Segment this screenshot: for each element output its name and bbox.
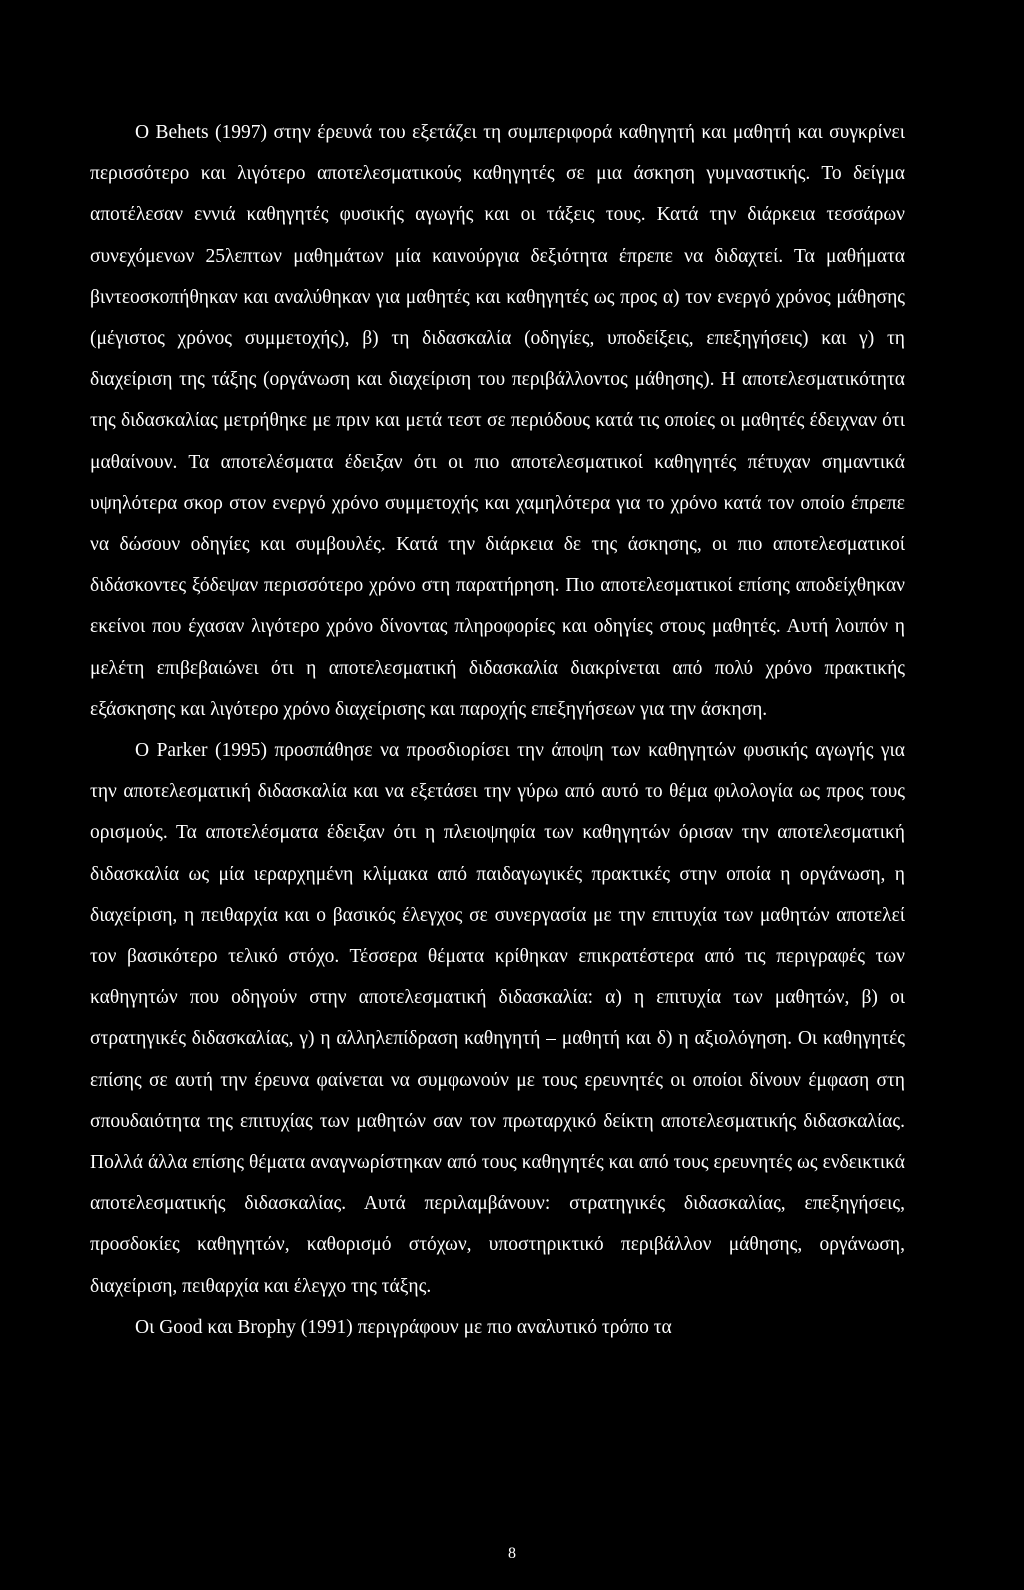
paragraph-good-brophy: Οι Good και Brophy (1991) περιγράφουν με πιο αναλυτικό τρόπο τα [135, 1316, 672, 1338]
paragraph-behets: Ο Behets (1997) στην έρευνά του εξετάζει τη συμπεριφορά καθηγητή και μαθητή και συγκρίνει περισσότερο και λιγότερο αποτελεσματικούς καθηγητές σε μια άσκηση γυμναστικής. Το δείγμα αποτέλεσαν εννιά καθηγητές φυσικής αγωγής και οι τάξεις τους. Κατά την διάρκεια τεσσάρων συνεχόμενων 25λεπτων μαθημάτων μία καινούργια δεξιότητα έπρεπε να διδαχτεί. Τα μαθήματα βιντεοσκοπήθηκαν και αναλύθηκαν για μαθητές και καθηγητές ως προς α) τον ενεργό χρόνος μάθησης (μέγιστος χρόνος συμμετοχής), β) τη διδασκαλία (οδηγίες, υποδείξεις, επεξηγήσεις) και γ) τη διαχείριση της τάξης (οργάνωση και διαχείριση του περιβάλλοντος μάθησης). Η αποτελεσματικότητα της διδασκαλίας μετρήθηκε με πριν και μετά τεστ σε περιόδους κατά τις οποίες οι μαθητές έδειχναν ότι μαθαίνουν. Τα αποτελέσματα έδειξαν ότι οι πιο αποτελεσματικοί καθηγητές πέτυχαν σημαντικά υψηλότερα σκορ στον ενεργό χρόνο συμμετοχής και χαμηλότερα για το χρόνο κατά τον οποίο έπρεπε να δώσουν οδηγίες και συμβουλές. Κατά την διάρκεια δε της άσκησης, οι πιο αποτελεσματικοί διδάσκοντες ξόδεψαν περισσότερο χρόνο στη παρατήρηση. Πιο αποτελεσματικοί επίσης αποδείχθηκαν εκείνοι που έχασαν λιγότερο χρόνο δίνοντας πληροφορίες και οδηγίες στους μαθητές. Αυτή λοιπόν η μελέτη επιβεβαιώνει ότι η αποτελεσματική διδασκαλία διακρίνεται από πολύ χρόνο πρακτικής εξάσκησης και λιγότερο χρόνο διαχείρισης και παροχής επεξηγήσεων για την άσκηση. [90, 122, 905, 720]
paragraph-parker: Ο Parker (1995) προσπάθησε να προσδιορίσει την άποψη των καθηγητών φυσικής αγωγής για την αποτελεσματική διδασκαλία και να εξετάσει την γύρω από αυτό το θέμα φιλολογία ως προς τους ορισμούς. Τα αποτελέσματα έδειξαν ότι η πλειοψηφία των καθηγητών όρισαν την αποτελεσματική διδασκαλία ως μία ιεραρχημένη κλίμακα από παιδαγωγικές πρακτικές στην οποία η οργάνωση, η διαχείριση, η πειθαρχία και ο βασικός έλεγχος σε συνεργασία με την επιτυχία των μαθητών αποτελεί τον βασικότερο τελικό στόχο. Τέσσερα θέματα κρίθηκαν επικρατέστερα από τις περιγραφές των καθηγητών που οδηγούν στην αποτελεσματική διδασκαλία: α) η επιτυχία των μαθητών, β) οι στρατηγικές διδασκαλίας, γ) η αλληλεπίδραση καθηγητή – μαθητή και δ) η αξιολόγηση. Οι καθηγητές επίσης σε αυτή την έρευνα φαίνεται να συμφωνούν με τους ερευνητές οι οποίοι δίνουν έμφαση στη σπουδαιότητα της επιτυχίας των μαθητών σαν τον πρωταρχικό δείκτη αποτελεσματικής διδασκαλίας. Πολλά άλλα επίσης θέματα αναγνωρίστηκαν από τους καθηγητές και από τους ερευνητές ως ενδεικτικά αποτελεσματικής διδασκαλίας. Αυτά περιλαμβάνουν: στρατηγικές διδασκαλίας, επεξηγήσεις, προσδοκίες καθηγητών, καθορισμό στόχων, υποστηρικτικό περιβάλλον μάθησης, οργάνωση, διαχείριση, πειθαρχία και έλεγχο της τάξης. [90, 740, 905, 1297]
document-body [90, 112, 905, 1348]
page-number: 8 [508, 1545, 516, 1562]
